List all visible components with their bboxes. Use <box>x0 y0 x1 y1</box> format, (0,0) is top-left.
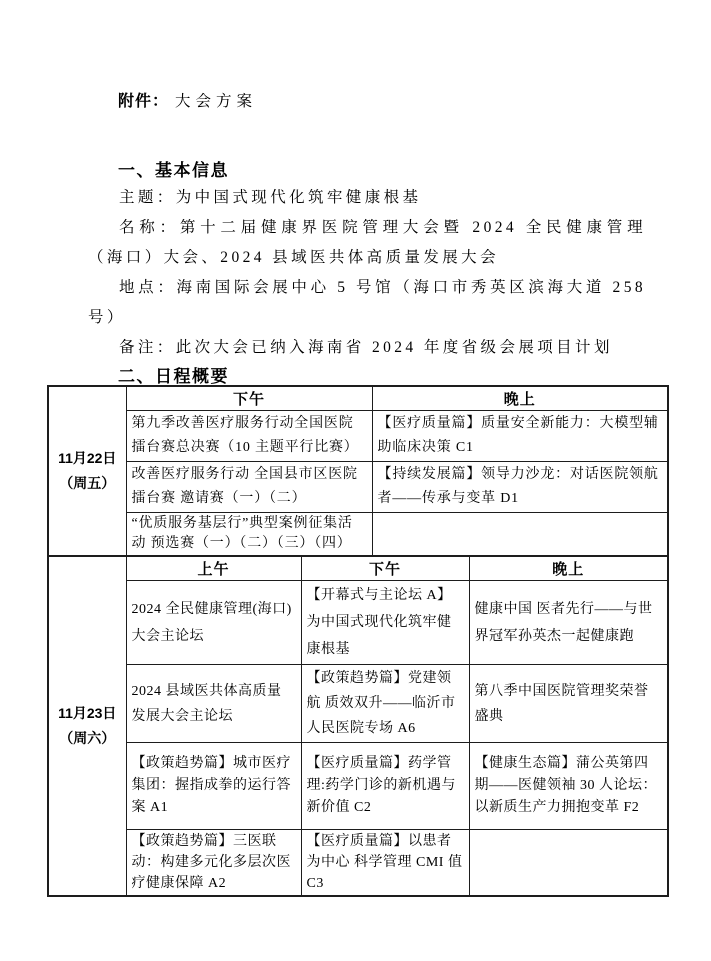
day2-cell-afternoon-1: 【开幕式与主论坛 A】为中国式现代化筑牢健康根基 <box>301 581 469 665</box>
day2-cell-afternoon-4: 【医疗质量篇】以患者为中心 科学管理 CMI 值 C3 <box>301 830 469 897</box>
day2-cell-evening-1: 健康中国 医者先行——与世界冠军孙英杰一起健康跑 <box>469 581 668 665</box>
day2-cell-morning-1: 2024 全民健康管理(海口)大会主论坛 <box>126 581 301 665</box>
day2-column-header-evening: 晚上 <box>469 556 668 581</box>
day1-cell-evening-2: 【持续发展篇】领导力沙龙：对话医院领航者——传承与变革 D1 <box>372 462 668 513</box>
info-line-name: 名称：第十二届健康界医院管理大会暨 2024 全民健康管理（海口）大会、2024 县域医共体高质量发展大会 <box>88 219 646 266</box>
info-line-theme: 主题：为中国式现代化筑牢健康根基 <box>119 189 422 206</box>
day1-date-line2: （周五） <box>59 475 116 491</box>
day1-cell-evening-3 <box>372 513 668 557</box>
schedule-table-wrapper <box>47 385 667 897</box>
day2-cell-afternoon-3: 【医疗质量篇】药学管理:药学门诊的新机遇与新价值 C2 <box>301 743 469 830</box>
info-line-location: 地点：海南国际会展中心 5 号馆（海口市秀英区滨海大道 258 号） <box>88 279 646 326</box>
basic-info-block <box>88 183 646 363</box>
day1-date-cell <box>48 386 126 556</box>
schedule-heading: 二、日程概要 <box>118 367 229 386</box>
day2-date-line1: 11月23日 <box>58 705 117 721</box>
attachment-value: 大会方案 <box>175 93 258 110</box>
day1-column-header-afternoon: 下午 <box>126 386 372 411</box>
day1-cell-afternoon-3: “优质服务基层行”典型案例征集活动 预选赛（一）（二）（三）（四） <box>126 513 372 557</box>
day2-cell-morning-4: 【政策趋势篇】三医联动：构建多元化多层次医疗健康保障 A2 <box>126 830 301 897</box>
day1-date-line1: 11月22日 <box>58 450 117 466</box>
day1-cell-evening-1: 【医疗质量篇】质量安全新能力：大模型辅助临床决策 C1 <box>372 411 668 462</box>
day2-date-cell <box>48 556 126 896</box>
info-line-remark: 备注：此次大会已纳入海南省 2024 年度省级会展项目计划 <box>119 339 613 356</box>
schedule-table <box>47 385 669 897</box>
day2-date-line2: （周六） <box>59 730 116 746</box>
day1-cell-afternoon-1: 第九季改善医疗服务行动全国医院擂台赛总决赛（10 主题平行比赛） <box>126 411 372 462</box>
day2-cell-morning-2: 2024 县域医共体高质量发展大会主论坛 <box>126 665 301 743</box>
day1-column-header-evening: 晚上 <box>372 386 668 411</box>
day1-cell-afternoon-2: 改善医疗服务行动 全国县市区医院擂台赛 邀请赛（一）（二） <box>126 462 372 513</box>
attachment-label: 附件： <box>118 93 170 110</box>
day2-cell-morning-3: 【政策趋势篇】城市医疗集团：握指成拳的运行答案 A1 <box>126 743 301 830</box>
day2-cell-evening-3: 【健康生态篇】蒲公英第四期——医健领袖 30 人论坛：以新质生产力拥抱变革 F2 <box>469 743 668 830</box>
day2-cell-evening-2: 第八季中国医院管理奖荣誉盛典 <box>469 665 668 743</box>
basic-info-heading: 一、基本信息 <box>118 161 229 180</box>
day2-cell-afternoon-2: 【政策趋势篇】党建领航 质效双升——临沂市人民医院专场 A6 <box>301 665 469 743</box>
day2-column-header-afternoon: 下午 <box>301 556 469 581</box>
day2-column-header-morning: 上午 <box>126 556 301 581</box>
attachment-line <box>118 88 257 111</box>
day2-cell-evening-4 <box>469 830 668 897</box>
